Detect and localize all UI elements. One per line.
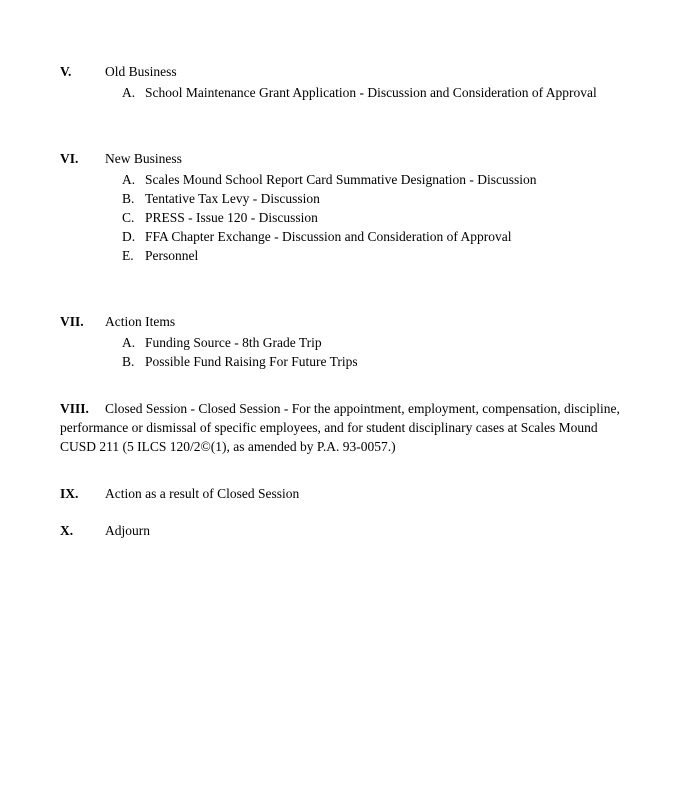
section-items	[122, 170, 635, 265]
item-text: Tentative Tax Levy - Discussion	[145, 191, 320, 206]
item-text: Funding Source - 8th Grade Trip	[145, 335, 322, 350]
section-numeral: X.	[60, 523, 74, 538]
section-numeral: V.	[60, 64, 72, 79]
section-items	[122, 83, 635, 102]
closed-session-text: Closed Session - Closed Session - For the appointment, employment, compensation, discipline, performance or dismissal of specific employees, and for student disciplinary cases at Scales Mound CUSD 211 (5 ILCS 120/2©(1), as amended by P.A. 93-0057.)	[60, 401, 620, 454]
closed-session-paragraph	[60, 399, 635, 456]
section-action-items	[60, 312, 635, 371]
item-letter: B.	[122, 354, 135, 369]
item-letter: B.	[122, 191, 135, 206]
section-heading	[60, 521, 635, 540]
item-text: School Maintenance Grant Application - Discussion and Consideration of Approval	[145, 85, 597, 100]
item-text: FFA Chapter Exchange - Discussion and Consideration of Approval	[145, 229, 512, 244]
section-numeral: VI.	[60, 151, 79, 166]
item-letter: A.	[122, 172, 136, 187]
agenda-item	[122, 83, 635, 102]
section-heading	[60, 312, 635, 331]
agenda-item	[122, 170, 635, 189]
section-heading	[60, 149, 635, 168]
item-letter: D.	[122, 229, 136, 244]
item-letter: E.	[122, 248, 134, 263]
item-text: Scales Mound School Report Card Summative Designation - Discussion	[145, 172, 537, 187]
agenda-item	[122, 246, 635, 265]
section-items	[122, 333, 635, 371]
section-action-after-closed-session	[60, 484, 635, 503]
agenda-item	[122, 208, 635, 227]
section-heading	[60, 484, 635, 503]
section-title: Old Business	[105, 64, 177, 79]
item-text: Possible Fund Raising For Future Trips	[145, 354, 358, 369]
item-text: PRESS - Issue 120 - Discussion	[145, 210, 318, 225]
item-letter: A.	[122, 85, 136, 100]
section-closed-session	[60, 399, 635, 456]
section-title: Action as a result of Closed Session	[105, 486, 300, 501]
section-numeral: VIII.	[60, 401, 89, 416]
section-title: Adjourn	[105, 523, 150, 538]
agenda-item	[122, 352, 635, 371]
agenda-item	[122, 189, 635, 208]
section-title: New Business	[105, 151, 182, 166]
item-text: Personnel	[145, 248, 199, 263]
section-heading	[60, 62, 635, 81]
section-title: Action Items	[105, 314, 176, 329]
item-letter: C.	[122, 210, 135, 225]
section-numeral: VII.	[60, 314, 84, 329]
section-old-business	[60, 62, 635, 102]
item-letter: A.	[122, 335, 136, 350]
section-new-business	[60, 149, 635, 265]
agenda-item	[122, 227, 635, 246]
section-adjourn	[60, 521, 635, 540]
section-numeral: IX.	[60, 486, 79, 501]
agenda-item	[122, 333, 635, 352]
